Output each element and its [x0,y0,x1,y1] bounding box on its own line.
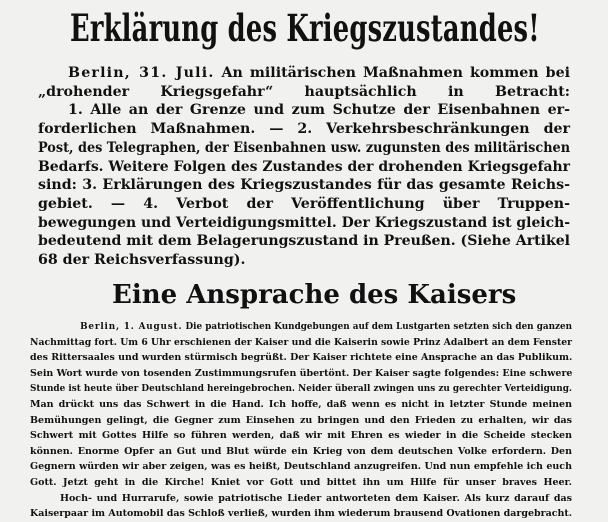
lead-dateline: Berlin, 31. Juli. [68,65,215,81]
article-line-6: Man drückt uns das Schwert in die Hand. Ich hoffe, daß wenn es nicht in letzter Stunde meinen [30,398,572,410]
article-line-12: Hoch- und Hurrarufe, sowie patriotische Lieder antworteten dem Kaiser. Als kurz darauf das [60,492,572,504]
article-line-7: Bemühungen gelingt, die Gegner zum Einsehen zu bringen und den Frieden zu erhalten, wir das [30,414,572,426]
lead-line-3: 1. Alle an der Grenze und zum Schutze der Eisenbahnen er- [68,102,570,119]
article-line-11: Gott. Jetzt geht in die Kirche! Kniet vor Gott und bittet ihn um Hilfe für unser braves Heer. [30,476,572,488]
lead-line-6: Bedarfs. Weitere Folgen des Zustandes der drohenden Kriegsgefahr [38,158,571,175]
article-line-1: Berlin, 1. August. Die patriotischen Kundgebungen auf dem Lustgarten setzten sich den ganzen [80,321,573,332]
article-line-10: Gegnern würden wir aber zeigen, was es heißt, Deutschland anzugreifen. Und nun empfehle ich euch [30,461,572,473]
lead-line-2: „drohender Kriegsgefahr“ hauptsächlich in Betracht: [38,83,570,100]
lead-line-4: forderlichen Maßnahmen. — 2. Verkehrsbeschränkungen der [38,121,570,138]
article-line-3: des Rittersaales und wurden stürmisch begrüßt. Der Kaiser richtete eine Ansprache an das Publikum. [30,352,573,364]
article-line-8: Schwert mit Gottes Hilfe so führen werden, daß wir mit Ehren es wieder in die Scheide stecken [30,430,572,442]
lead-line-7: sind: 3. Erklärungen des Kriegszustandes für das gesamte Reichs- [38,177,570,194]
article-line-9: können. Enorme Opfer an Gut und Blut würde ein Krieg von dem deutschen Volke erfordern. Den [30,445,572,457]
lead-line-10: bedeutend mit dem Belagerungszustand in Preußen. (Siehe Artikel [38,233,571,250]
lead-line-8: gebiet. — 4. Verbot der Veröffentlichung über Truppen- [38,195,570,212]
article-dateline: Berlin, 1. August. [80,321,183,332]
article-line-2: Nachmittag fort. Um 6 Uhr erschienen der Kaiser und die Kaiserin sowie Prinz Adalbert an dem Fenster [30,336,572,348]
lead-line-5: Post, des Telegraphen, der Eisenbahnen usw. zugunsten des militärischen [38,139,571,156]
article-line-5: Stunde ist heute über Deutschland hereingebrochen. Neider überall zwingen uns zu gerechter Verteidigung. [30,383,573,395]
lead-line-1: Berlin, 31. Juli. An militärischen Maßnahmen kommen bei [68,65,570,81]
headline: Erklärung des Kriegszustandes! [70,6,540,50]
article-line-4: Sein Wort wurde von tosenden Zustimmungsrufen übertönt. Der Kaiser sagte folgendes: Eine schwere [30,367,573,379]
lead-line-9: bewegungen und Verteidigungsmittel. Der Kriegszustand ist gleich- [38,214,570,231]
lead-article [38,64,570,270]
subheadline: Eine Ansprache des Kaisers [112,280,517,310]
lead-line-11: 68 der Reichsverfassung). [38,252,246,269]
kaiser-article [30,319,572,522]
article-line-13: Kaiserpaar im Automobil das Schloß verließ, wurden ihm wiederum brausend Ovationen dargebracht. [30,508,573,520]
